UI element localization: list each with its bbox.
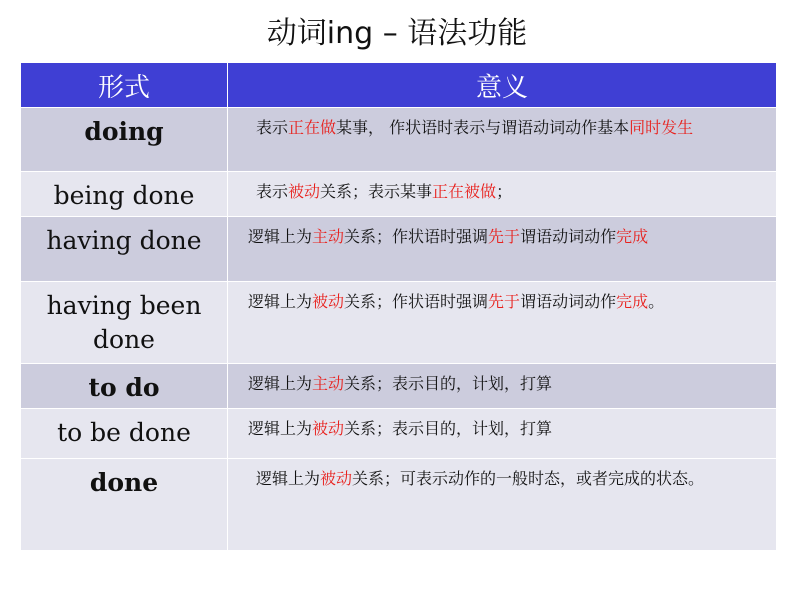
header-meaning: 意义	[228, 63, 777, 108]
form-cell: done	[21, 459, 228, 551]
meaning-text: 表示	[256, 182, 289, 201]
meaning-text: 表示	[256, 118, 289, 137]
slide-title: 动词ing – 语法功能	[266, 16, 528, 51]
table-row-having-done	[21, 217, 777, 282]
table-row-having-been-done	[21, 282, 777, 364]
form-cell: to do	[21, 364, 228, 409]
meaning-highlight: 被动	[320, 469, 353, 488]
form-cell: to be done	[21, 409, 228, 459]
table-row-to-do	[21, 364, 777, 409]
table-row-doing	[21, 108, 777, 172]
header-form: 形式	[21, 63, 228, 108]
form-cell: doing	[21, 108, 228, 172]
meaning-highlight: 正在被做	[432, 182, 497, 201]
meaning-cell	[228, 364, 777, 409]
meaning-cell	[228, 108, 777, 172]
header-row	[21, 63, 777, 108]
meaning-text: 逻辑上为	[248, 419, 313, 438]
meaning-text: 作状	[389, 118, 422, 137]
meaning-cell	[228, 459, 777, 551]
meaning-text: 关系；表示目的，计划，打算	[344, 374, 553, 393]
form-cell: having been done	[21, 282, 228, 364]
meaning-text: 关系；作状语时强调	[344, 227, 489, 246]
meaning-cell	[228, 282, 777, 364]
grammar-table	[20, 62, 777, 551]
meaning-highlight: 完成	[616, 227, 649, 246]
table-row-done	[21, 459, 777, 551]
meaning-text: 语时表示与谓语动词动作基本	[421, 118, 630, 137]
form-cell: being done	[21, 172, 228, 217]
meaning-text: 某事，	[336, 118, 390, 137]
meaning-text: 谓语动词动作	[520, 292, 617, 311]
form-cell: having done	[21, 217, 228, 282]
table-row-to-be-done	[21, 409, 777, 459]
meaning-text: 逻辑上为	[248, 292, 313, 311]
meaning-cell	[228, 217, 777, 282]
meaning-text: 关系；可表示动作的一般时态，或者完成的状态。	[352, 469, 705, 488]
meaning-highlight: 主动	[312, 374, 345, 393]
meaning-text: ；	[496, 182, 513, 201]
meaning-highlight: 被动	[312, 419, 345, 438]
meaning-text: 逻辑上为	[248, 227, 313, 246]
meaning-highlight: 先于	[488, 292, 521, 311]
meaning-highlight: 被动	[312, 292, 345, 311]
meaning-highlight: 完成	[616, 292, 649, 311]
table-row-being-done	[21, 172, 777, 217]
meaning-highlight: 同时发生	[629, 118, 694, 137]
meaning-text: 关系；表示某事	[320, 182, 433, 201]
meaning-text: 关系；表示目的，计划，打算	[344, 419, 553, 438]
meaning-text: 逻辑上为	[248, 374, 313, 393]
meaning-text: 。	[648, 292, 665, 311]
meaning-highlight: 先于	[488, 227, 521, 246]
meaning-text: 逻辑上为	[256, 469, 321, 488]
meaning-highlight: 正在做	[288, 118, 337, 137]
meaning-highlight: 被动	[288, 182, 321, 201]
meaning-cell	[228, 172, 777, 217]
meaning-cell	[228, 409, 777, 459]
meaning-highlight: 主动	[312, 227, 345, 246]
meaning-text: 关系；作状语时强调	[344, 292, 489, 311]
meaning-text: 谓语动词动作	[520, 227, 617, 246]
